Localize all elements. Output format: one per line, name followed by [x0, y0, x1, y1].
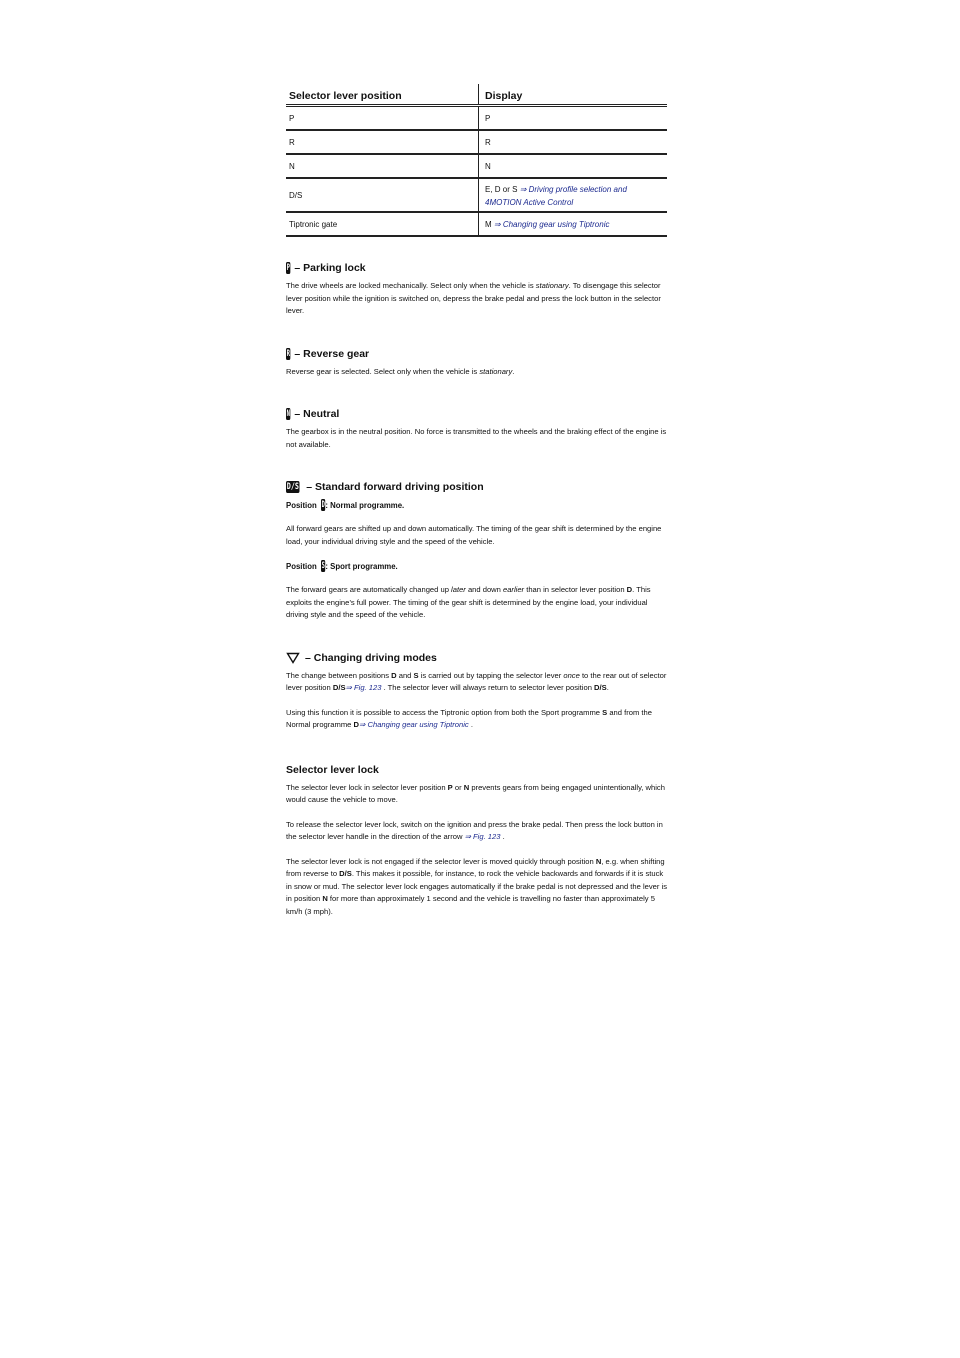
header-display: Display — [479, 84, 668, 106]
table-header-row — [286, 84, 667, 106]
paragraph: The gearbox is in the neutral position. No force is transmitted to the wheels and the braking effect of the engine is not available. — [286, 427, 667, 449]
paragraph — [286, 366, 668, 379]
cell-display: N — [479, 154, 668, 178]
link-fig-123[interactable]: ⇒ Fig. 123 — [345, 683, 384, 692]
text: Reverse gear is selected. Select only when the vehicle is — [286, 366, 480, 376]
text: . — [512, 366, 515, 376]
d-position-icon: D — [321, 500, 325, 510]
text: Using this function it is possible to access the Tiptronic option from both the Sport programme — [286, 707, 603, 717]
section-selector-lever-lock — [286, 764, 668, 919]
section-driving-modes — [286, 652, 668, 732]
section-heading — [286, 481, 668, 493]
text: The selector lever lock is not engaged if the selector lever is moved quickly through position — [286, 856, 596, 866]
paragraph — [286, 819, 668, 844]
text: , e.g. when shifting from reverse to — [286, 856, 665, 878]
text: To release the selector lever lock, switch on the ignition and press the brake pedal. Then press the lock button in the selector lever handle in the direction of the arrow — [286, 819, 663, 841]
cell-display: R — [479, 130, 668, 154]
text: : Normal programme. — [325, 500, 405, 510]
triangle-down-icon — [286, 652, 300, 664]
link-tiptronic[interactable]: ⇒ Changing gear using Tiptronic — [359, 720, 471, 729]
text-italic: later — [451, 585, 466, 594]
cell-position: R — [286, 130, 479, 154]
text-bold: D — [353, 720, 360, 729]
section-heading — [286, 262, 668, 274]
text: The selector lever lock in selector lever position — [286, 782, 448, 792]
text-bold: N — [322, 894, 328, 903]
text: . — [502, 832, 505, 841]
text-bold: D — [391, 670, 397, 680]
cell-position: N — [286, 154, 479, 178]
cell-display: P — [479, 106, 668, 131]
text: . — [606, 683, 609, 692]
text: . This makes it possible, for instance, to rock the vehicle backwards and forwards if it is stuck in snow or mud. The selector lever lock engages automatically if the brake pedal is not depressed and the lever is in position — [286, 869, 668, 903]
section-parking-lock — [286, 262, 668, 318]
heading-text: – Changing driving modes — [305, 651, 437, 664]
text-italic: once — [563, 670, 580, 680]
display-text: E, D or S — [485, 185, 520, 194]
text: . The selector lever will always return to selector lever position — [383, 683, 595, 692]
section-heading: Selector lever lock — [286, 763, 379, 776]
display-text: M — [485, 219, 494, 229]
text-bold: D/S — [332, 683, 346, 692]
text-bold: S — [602, 707, 608, 717]
text: . — [470, 720, 473, 729]
s-position-icon: S — [321, 561, 325, 571]
cell-position: P — [286, 106, 479, 131]
table-row — [286, 106, 667, 131]
ds-position-icon: D/S — [286, 482, 299, 492]
text: than in selector lever position — [524, 585, 627, 594]
link-driving-profile[interactable]: ⇒ Driving profile selection and 4MOTION Active Control — [485, 185, 627, 207]
text: for more than approximately 1 second and the vehicle is travelling no faster than approximately 5 km/h (3 mph). — [286, 894, 655, 916]
r-position-icon: R — [286, 348, 290, 359]
cell-display — [479, 178, 668, 212]
text: is carried out by tapping the selector lever — [418, 670, 564, 680]
paragraph — [286, 856, 668, 919]
table-row — [286, 130, 667, 154]
paragraph: All forward gears are shifted up and down automatically. The timing of the gear shift is determined by the engine load, your individual driving style and the speed of the vehicle. — [286, 524, 662, 546]
text: Position — [286, 561, 317, 571]
text-bold: D/S — [339, 869, 352, 878]
selector-table — [286, 84, 667, 237]
text: to the rear out of selector lever position — [286, 670, 667, 692]
table-row — [286, 178, 667, 212]
heading-text: – Reverse gear — [294, 347, 370, 360]
cell-position: Tiptronic gate — [286, 212, 479, 236]
text: Position — [286, 500, 317, 510]
text-bold: P — [447, 782, 453, 792]
text: The forward gears are automatically changed up — [286, 585, 452, 594]
paragraph — [286, 584, 668, 622]
text-italic: stationary — [535, 281, 569, 290]
section-heading — [286, 408, 668, 420]
text-bold: N — [595, 856, 602, 866]
text-bold: D — [626, 585, 633, 594]
link-tiptronic[interactable]: ⇒ Changing gear using Tiptronic — [493, 219, 610, 229]
text-italic: stationary — [479, 366, 513, 376]
text-bold: D/S — [594, 683, 607, 692]
table-row — [286, 154, 667, 178]
paragraph — [286, 280, 668, 318]
section-heading — [286, 652, 668, 664]
text: or — [452, 782, 464, 792]
paragraph — [286, 670, 668, 695]
section-standard-driving — [286, 481, 668, 622]
n-position-icon: N — [286, 409, 290, 419]
heading-text: – Standard forward driving position — [306, 481, 484, 493]
text: : Sport programme. — [325, 561, 398, 571]
cell-display — [479, 212, 668, 236]
text: The change between positions — [286, 670, 392, 680]
text: . To disengage this selector lever position while the ignition is switched on, depress the brake pedal and press the lock button in the selector lever. — [286, 281, 661, 315]
text: The drive wheels are locked mechanically. Select only when the vehicle is — [286, 281, 536, 290]
normal-programme-label — [286, 499, 668, 511]
section-heading — [286, 348, 668, 360]
text: and from the Normal programme — [286, 707, 652, 729]
section-reverse-gear — [286, 348, 668, 379]
text: prevents gears from being engaged unintentionally, which would cause the vehicle to move. — [286, 782, 665, 804]
paragraph — [286, 707, 668, 732]
text: and down — [465, 585, 503, 594]
sport-programme-label — [286, 560, 668, 572]
paragraph — [286, 782, 668, 807]
text-bold: S — [413, 670, 419, 680]
manual-page — [286, 84, 668, 918]
text-italic: earlier — [502, 585, 525, 594]
link-fig-123[interactable]: ⇒ Fig. 123 — [464, 832, 503, 841]
section-neutral — [286, 408, 668, 451]
cell-position: D/S — [286, 178, 479, 212]
p-position-icon: P — [286, 263, 290, 273]
heading-text: – Neutral — [294, 408, 340, 420]
heading-text: – Parking lock — [294, 262, 366, 274]
text-bold: N — [463, 782, 470, 792]
text: . This exploits the engine’s full power. The timing of the gear shift is determined by the engine load, your individual driving style and the speed of the vehicle. — [286, 585, 651, 619]
table-row — [286, 212, 667, 236]
text: and — [396, 670, 414, 680]
header-position: Selector lever position — [286, 84, 479, 106]
